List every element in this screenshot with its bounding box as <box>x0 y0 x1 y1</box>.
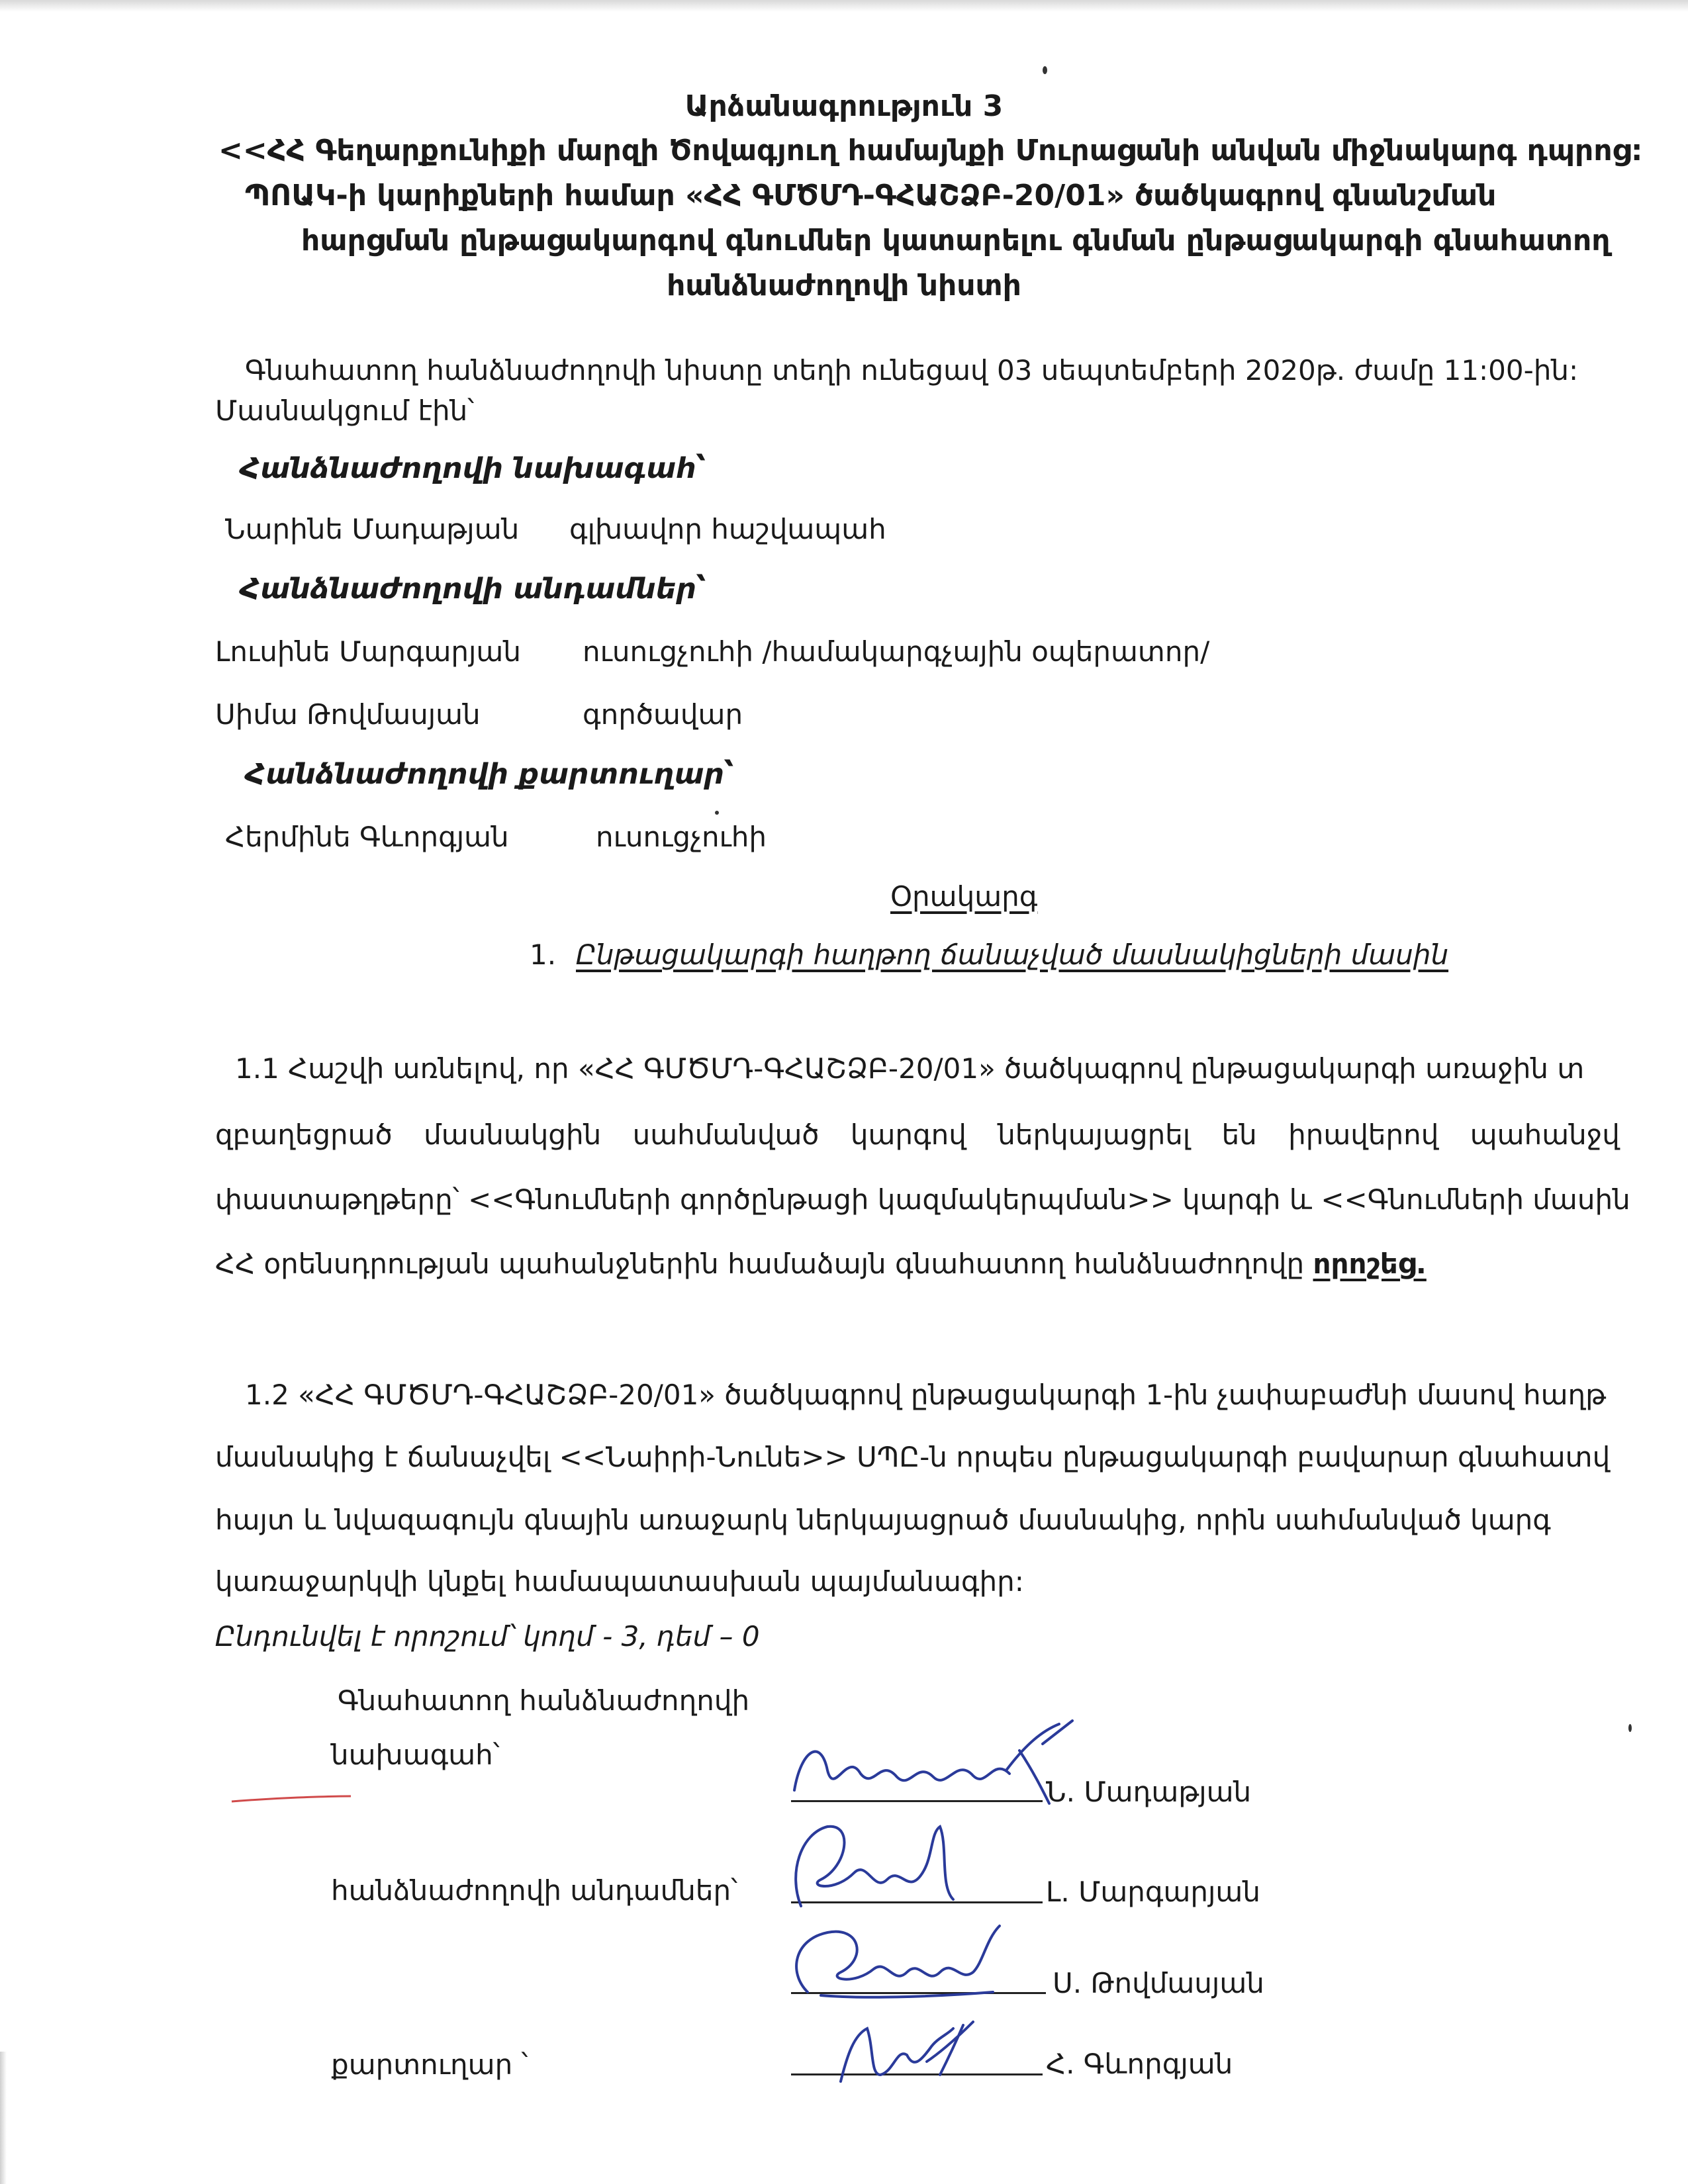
scan-edge-top <box>0 0 1688 12</box>
decision-word: որոշեց. <box>1313 1248 1427 1280</box>
scan-edge-left <box>0 2052 7 2184</box>
scan-speck <box>1628 1724 1632 1732</box>
section-1-2-line2: մասնակից է ճանաչվել <<Նաիրի-Նունե>> ՍՊԸ-ն որպես ընթացակարգի բավարար գնահատվ <box>215 1441 1611 1473</box>
scan-speck <box>1043 66 1047 74</box>
section-1-1-line2: զբաղեցրած մասնակցին սահմանված կարգով ներկայացրել են իրավերով պահանջվ <box>215 1118 1620 1151</box>
secretary-signature-name: Հ. Գևորգյան <box>1046 2048 1233 2080</box>
red-pen-mark <box>225 1787 357 1813</box>
agenda-heading: Օրակարգ <box>890 880 1038 913</box>
section-1-1-line1: 1.1 Հաշվի առնելով, որ «ՀՀ ԳՄԾՄԴ-ԳՀԱՇՁԲ-20/01» ծածկագրով ընթացակարգի առաջին տ <box>235 1052 1585 1085</box>
member1-name: Լուսինե Մարգարյան <box>215 635 521 668</box>
member2-signature <box>781 1913 1019 2012</box>
vote-result: Ընդունվել է որոշում՝ կողմ - 3, դեմ – 0 <box>215 1620 760 1653</box>
chair-heading: Հանձնաժողովի նախագահ՝ <box>240 452 706 485</box>
chair-name: Նարինե Մադաթյան <box>225 513 520 545</box>
agenda-item-number: 1. <box>530 938 557 971</box>
doc-subtitle-line4: հանձնաժողովի նիստի <box>667 269 1021 302</box>
chair-role: գլխավոր հաշվապահ <box>569 513 886 545</box>
doc-subtitle-line2: ՊՈԱԿ-ի կարիքների համար «ՀՀ ԳՄԾՄԴ-ԳՀԱՇՁԲ-20/01» ծածկագրով գնանշման <box>245 179 1497 212</box>
secretary-name: Հերմինե Գևորգյան <box>225 821 509 853</box>
members-heading: Հանձնաժողովի անդամներ՝ <box>240 572 706 606</box>
chair-label: նախագահ՝ <box>331 1739 500 1771</box>
committee-label: Գնահատող հանձնաժողովի <box>338 1684 750 1717</box>
chair-signature-name: Ն. Մադաթյան <box>1046 1776 1252 1808</box>
member1-signature <box>774 1807 973 1926</box>
member1-signature-name: Լ. Մարգարյան <box>1046 1876 1260 1908</box>
member2-signature-name: Ս. Թովմասյան <box>1053 1967 1264 1999</box>
secretary-label: քարտուղար ՝ <box>331 2048 528 2081</box>
agenda-item-title: Ընթացակարգի հաղթող ճանաչված մասնակիցների մասին <box>576 938 1449 971</box>
doc-subtitle-line1: <<ՀՀ Գեղարքունիքի մարզի Ծովագյուղ համայնքի Մուրացանի անվան միջնակարգ դպրոց: <box>218 134 1643 167</box>
doc-title: Արձանագրություն 3 <box>684 89 1004 123</box>
secretary-signature <box>821 2009 993 2101</box>
intro-line1: Գնահատող հանձնաժողովի նիստը տեղի ունեցավ 03 սեպտեմբերի 2020թ. ժամը 11:00-ին: <box>245 354 1579 387</box>
intro-line2: Մասնակցում էին՝ <box>215 394 475 427</box>
member2-name: Սիմա Թովմասյան <box>215 698 481 731</box>
section-1-1-line4-text: ՀՀ օրենսդրության պահանջներին համաձայն գնահատող հանձնաժողովը <box>215 1248 1313 1280</box>
section-1-1-line3: փաստաթղթերը՝ <<Գնումների գործընթացի կազմակերպման>> կարգի և <<Գնումների մասին <box>215 1183 1630 1216</box>
member2-role: գործավար <box>583 698 743 731</box>
member1-role: ուսուցչուհի /համակարգչային օպերատոր/ <box>583 635 1210 668</box>
members-label: հանձնաժողովի անդամներ՝ <box>331 1874 738 1907</box>
section-1-2-line3: հայտ և նվազագույն գնային առաջարկ ներկայացրած մասնակից, որին սահմանված կարգ <box>215 1504 1551 1536</box>
secretary-role: ուսուցչուհի <box>596 821 767 853</box>
chair-signature <box>781 1711 1086 1817</box>
section-1-2-line4: կառաջարկվի կնքել համապատասխան պայմանագիր: <box>215 1565 1024 1598</box>
scan-speck <box>715 811 719 815</box>
section-1-1-line4 <box>215 1248 1427 1280</box>
doc-subtitle-line3: հարցման ընթացակարգով գնումներ կատարելու գնման ընթացակարգի գնահատող <box>301 224 1611 257</box>
section-1-2-line1: 1.2 «ՀՀ ԳՄԾՄԴ-ԳՀԱՇՁԲ-20/01» ծածկագրով ընթացակարգի 1-ին չափաբաժնի մասով հաղթ <box>245 1379 1607 1411</box>
secretary-heading: Հանձնաժողովի քարտուղար՝ <box>245 758 734 791</box>
